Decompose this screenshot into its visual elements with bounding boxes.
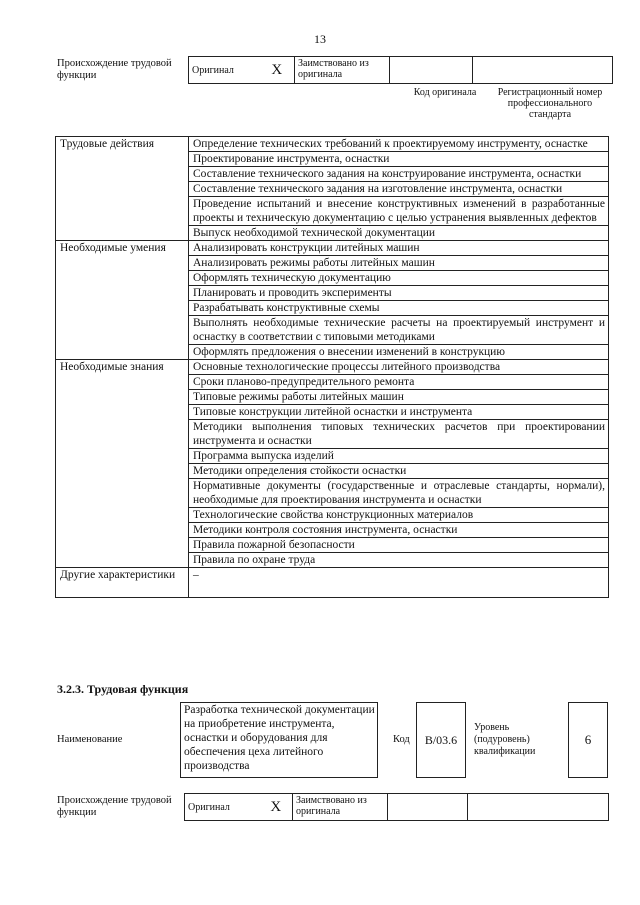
skills-label: Необходимые умения	[56, 241, 189, 360]
function-code: В/03.6	[416, 702, 466, 778]
knowledge-label: Необходимые знания	[56, 360, 189, 568]
reg-number-cell	[473, 57, 613, 84]
reg-number-caption: Регистрационный номер профессионального стандарта	[497, 87, 603, 120]
section-title: 3.2.3. Трудовая функция	[57, 682, 189, 696]
level-label: Уровень (подуровень) квалификации	[474, 722, 536, 757]
original-code-cell	[390, 57, 473, 84]
knowledge-item: Сроки планово-предупредительного ремонта	[189, 375, 609, 390]
other-label: Другие характеристики	[56, 568, 189, 598]
skill-item: Оформлять предложения о внесении изменений в конструкцию	[189, 345, 609, 360]
borrowed-cell: Заимствовано из оригинала	[295, 57, 390, 84]
skill-item: Анализировать конструкции литейных машин	[189, 241, 609, 256]
original-code-caption: Код оригинала	[413, 87, 477, 98]
action-item: Определение технических требований к проектируемому инструменту, оснастке	[189, 137, 609, 152]
knowledge-item: Правила по охране труда	[189, 553, 609, 568]
origin-label: Происхождение трудовой функции	[57, 58, 172, 81]
skill-item: Анализировать режимы работы литейных машин	[189, 256, 609, 271]
action-item: Выпуск необходимой технической документации	[189, 226, 609, 241]
actions-label: Трудовые действия	[56, 137, 189, 241]
knowledge-item: Типовые конструкции литейной оснастки и инструмента	[189, 405, 609, 420]
original-cell: Оригинал	[189, 57, 260, 84]
action-item: Проведение испытаний и внесение конструктивных изменений в разработанные проекты и техническую документацию с целью устранения выявленных дефектов	[189, 197, 609, 226]
function-table	[55, 136, 609, 598]
knowledge-item: Нормативные документы (государственные и отраслевые стандарты, нормали), необходимые для проектирования инструмента и оснастки	[189, 479, 609, 508]
knowledge-item: Методики определения стойкости оснастки	[189, 464, 609, 479]
knowledge-item: Программа выпуска изделий	[189, 449, 609, 464]
name-label: Наименование	[57, 734, 123, 745]
other-value: –	[189, 568, 609, 598]
page-number: 13	[314, 32, 326, 46]
borrowed-cell: Заимствовано из оригинала	[293, 794, 388, 821]
original-cell: Оригинал	[185, 794, 260, 821]
code-label: Код	[393, 734, 410, 745]
skill-item: Планировать и проводить эксперименты	[189, 286, 609, 301]
action-item: Составление технического задания на конструирование инструмента, оснастки	[189, 167, 609, 182]
origin-table-bottom	[184, 793, 609, 821]
origin-label-bottom: Происхождение трудовой функции	[57, 795, 172, 818]
action-item: Составление технического задания на изготовление инструмента, оснастки	[189, 182, 609, 197]
skill-item: Разрабатывать конструктивные схемы	[189, 301, 609, 316]
skill-item: Выполнять необходимые технические расчеты на проектируемый инструмент и оснастку в соответствии с типовыми методиками	[189, 316, 609, 345]
origin-table	[188, 56, 613, 84]
skill-item: Оформлять техническую документацию	[189, 271, 609, 286]
knowledge-item: Методики выполнения типовых технических расчетов при проектировании инструмента и оснастки	[189, 420, 609, 449]
knowledge-item: Технологические свойства конструкционных материалов	[189, 508, 609, 523]
function-name: Разработка технической документации на приобретение инструмента, оснастки и оборудования для обеспечения цеха литейного производства	[180, 702, 378, 778]
original-code-cell	[388, 794, 468, 821]
knowledge-item: Правила пожарной безопасности	[189, 538, 609, 553]
knowledge-item: Методики контроля состояния инструмента, оснастки	[189, 523, 609, 538]
knowledge-item: Основные технологические процессы литейного производства	[189, 360, 609, 375]
knowledge-item: Типовые режимы работы литейных машин	[189, 390, 609, 405]
level-value: 6	[568, 702, 608, 778]
action-item: Проектирование инструмента, оснастки	[189, 152, 609, 167]
reg-number-cell	[468, 794, 609, 821]
original-mark: X	[260, 794, 293, 821]
original-mark: X	[260, 57, 295, 84]
